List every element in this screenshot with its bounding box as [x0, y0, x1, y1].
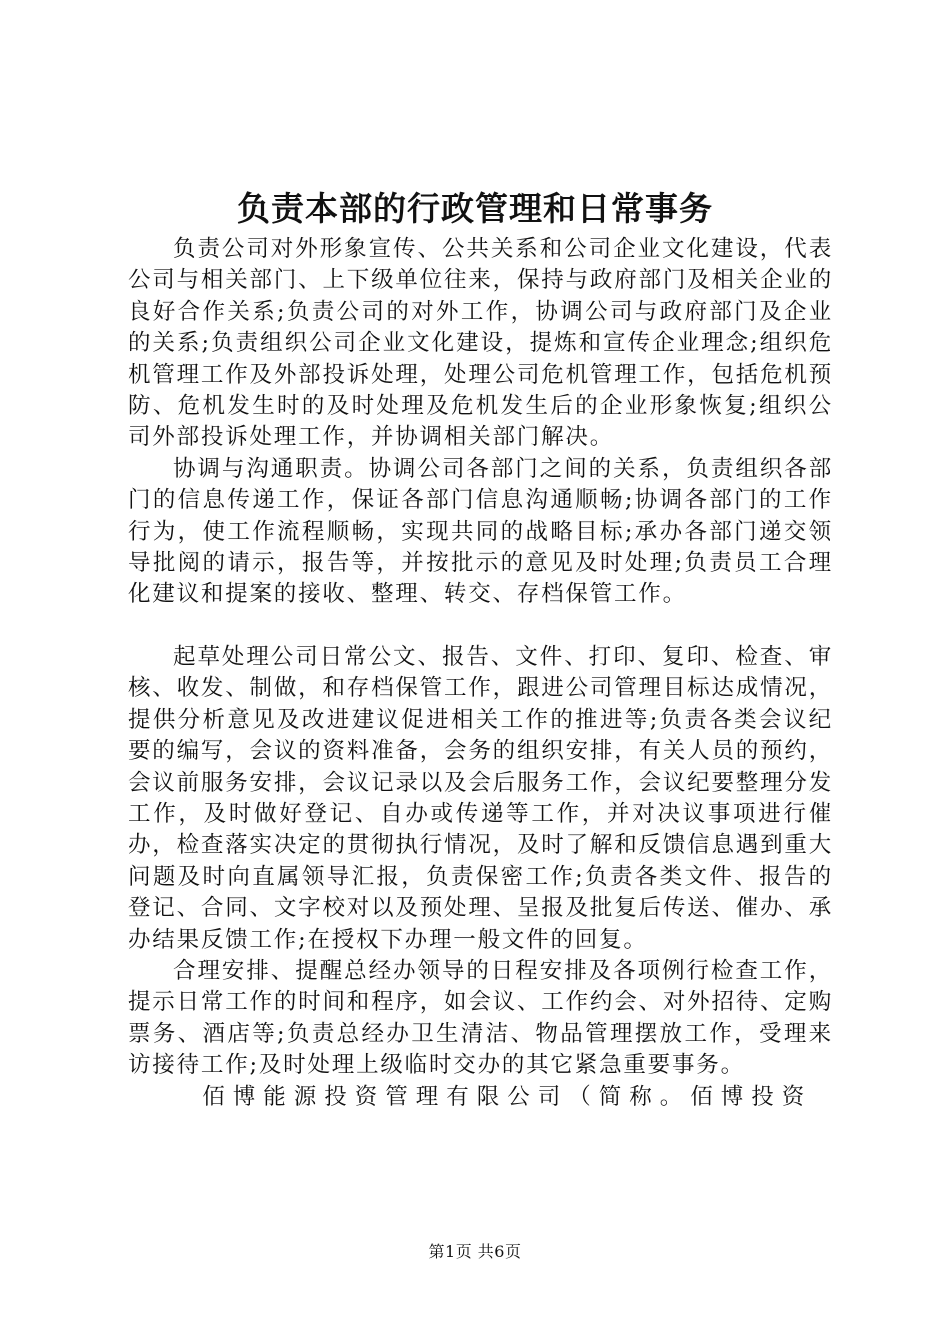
paragraph-coordination: 协调与沟通职责。协调公司各部门之间的关系，负责组织各部门的信息传递工作，保证各部门信息沟通顺畅;协调各部门的工作行为，使工作流程顺畅，实现共同的战略目标;承办各部门递交领导批阅的请示，报告等，并按批示的意见及时处理;负责员工合理化建议和提案的接收、整理、转交、存档保管工作。	[128, 455, 833, 608]
document-body	[128, 234, 833, 1113]
paragraph-company-name: 佰博能源投资管理有限公司（简称。佰博投资	[202, 1083, 813, 1110]
document-title: 负责本部的行政管理和日常事务	[237, 189, 713, 228]
page-number-footer: 第1页 共6页	[428, 1242, 522, 1261]
paragraph-external-relations: 负责公司对外形象宣传、公共关系和公司企业文化建设，代表公司与相关部门、上下级单位往来，保持与政府部门及相关企业的良好合作关系;负责公司的对外工作，协调公司与政府部门及企业的关系;负责组织公司企业文化建设，提炼和宣传企业理念;组织危机管理工作及外部投诉处理，处理公司危机管理工作，包括危机预防、危机发生时的及时处理及危机发生后的企业形象恢复;组织公司外部投诉处理工作，并协调相关部门解决。	[128, 236, 833, 451]
paragraph-scheduling: 合理安排、提醒总经办领导的日程安排及各项例行检查工作，提示日常工作的时间和程序，如会议、工作约会、对外招待、定购票务、酒店等;负责总经办卫生清洁、物品管理摆放工作，受理来访接待工作;及时处理上级临时交办的其它紧急重要事务。	[128, 957, 833, 1079]
paragraph-document-handling: 起草处理公司日常公文、报告、文件、打印、复印、检查、审核、收发、制做，和存档保管工作，跟进公司管理目标达成情况，提供分析意见及改进建议促进相关工作的推进等;负责各类会议纪要的编写，会议的资料准备，会务的组织安排，有关人员的预约，会议前服务安排，会议记录以及会后服务工作，会议纪要整理分发工作，及时做好登记、自办或传递等工作，并对决议事项进行催办，检查落实决定的贯彻执行情况，及时了解和反馈信息遇到重大问题及时向直属领导汇报，负责保密工作;负责各类文件、报告的登记、合同、文字校对以及预处理、呈报及批复后传送、催办、承办结果反馈工作;在授权下办理一般文件的回复。	[128, 643, 833, 953]
